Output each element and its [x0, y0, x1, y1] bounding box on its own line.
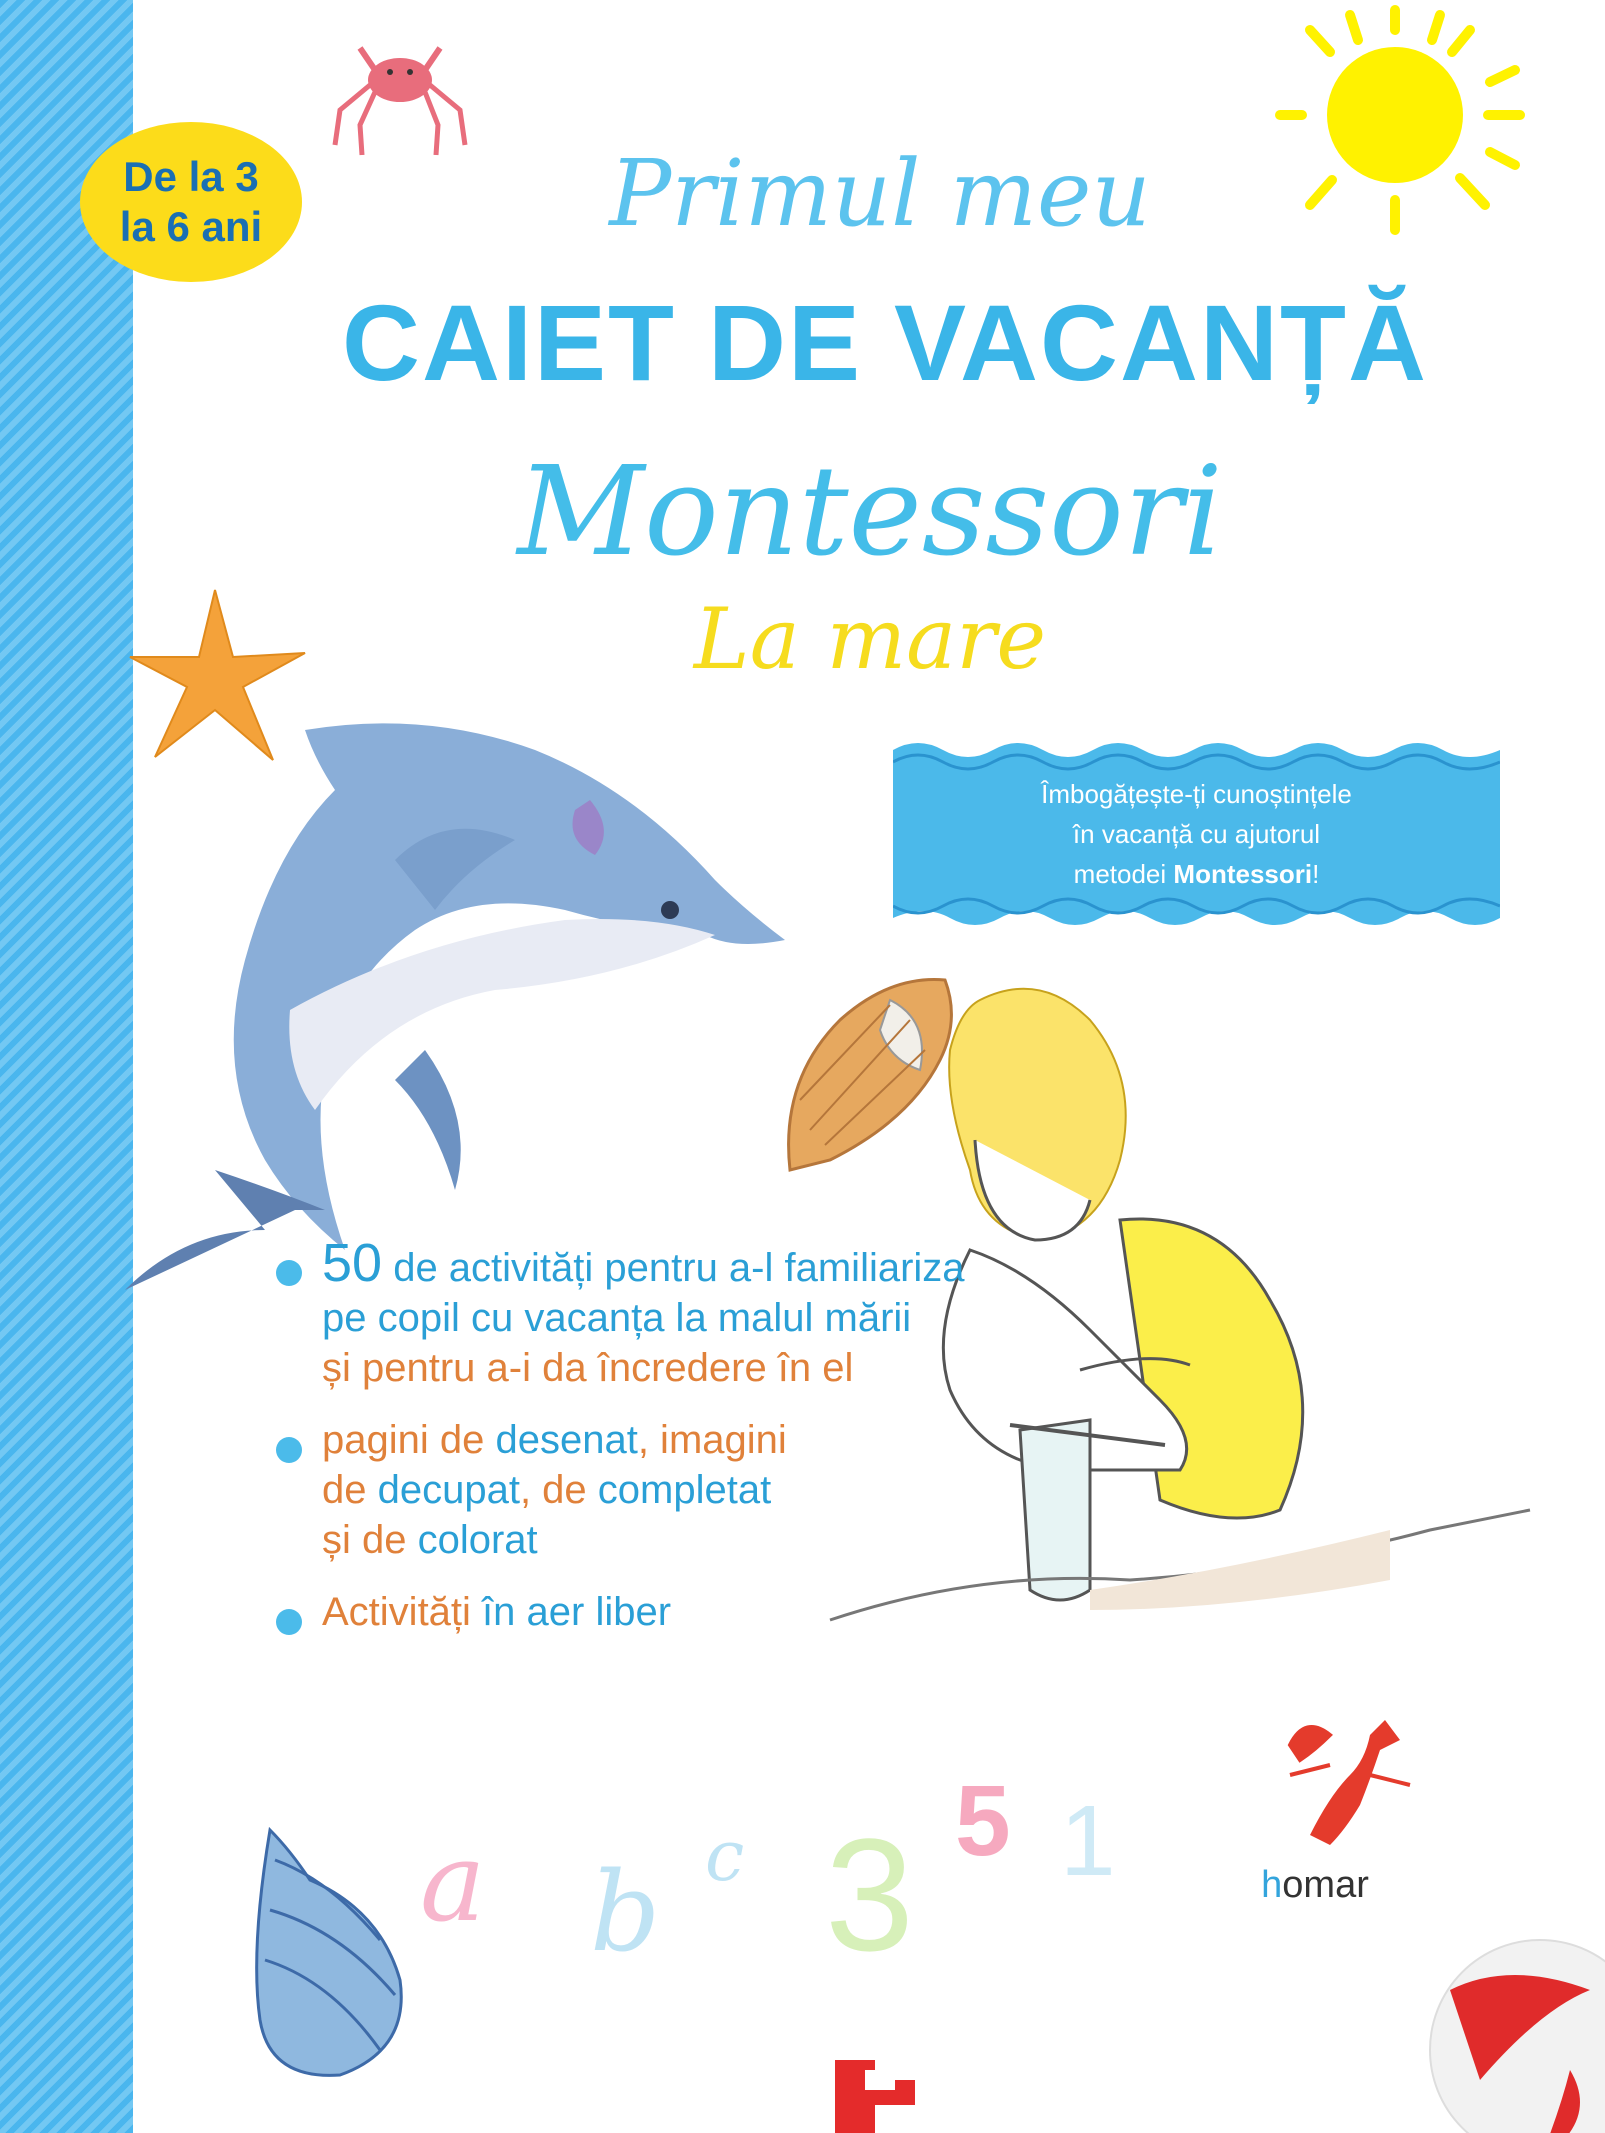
feature2-line3 — [322, 1515, 1170, 1565]
feature2-h: și de — [322, 1518, 418, 1562]
info-line3 — [893, 854, 1500, 894]
info-line3-bold: Montessori — [1173, 859, 1313, 889]
title-brand-line: Montessori — [517, 440, 1223, 584]
feature2-c: , imagini — [637, 1418, 787, 1462]
info-box-text — [893, 774, 1500, 894]
beach-ball-illustration — [1420, 1930, 1605, 2133]
letters-numbers-row — [420, 1760, 1140, 1984]
dolphin-illustration — [95, 690, 795, 1310]
feature2-e: decupat — [377, 1468, 520, 1512]
page-title: CAIET DE VACANȚĂ — [341, 282, 1428, 403]
title-script-line: Primul meu — [609, 140, 1151, 247]
letter-c: c — [705, 1815, 745, 1897]
feature-list — [270, 1233, 1170, 1659]
feature-item-outdoor — [270, 1587, 1170, 1637]
age-badge-line2: la 6 ani — [119, 203, 263, 250]
lobster-illustration — [1270, 1705, 1420, 1855]
feature2-line1 — [322, 1415, 1170, 1465]
feature2-i: colorat — [417, 1518, 538, 1562]
publisher-logo — [825, 2060, 925, 2133]
info-line1: Îmbogățește-ți cunoștințele — [1041, 779, 1352, 809]
spiral-shell-illustration — [230, 1820, 430, 2090]
letter-a: a — [420, 1818, 486, 1946]
feature2-line2 — [322, 1465, 1170, 1515]
feature2-a: pagini de — [322, 1418, 496, 1462]
bullet-icon — [276, 1609, 302, 1635]
feature3-b: în aer liber — [482, 1590, 672, 1634]
sun-illustration — [1240, 0, 1540, 260]
feature3-a: Activități — [322, 1590, 483, 1634]
age-badge — [80, 122, 302, 282]
feature2-g: completat — [597, 1468, 772, 1512]
info-line2: în vacanță cu ajutorul — [1072, 819, 1321, 849]
number-3: 3 — [825, 1805, 914, 1984]
number-1: 1 — [1060, 1785, 1116, 1897]
lobster-label — [1240, 1864, 1390, 1907]
info-line3-suffix: ! — [1312, 859, 1320, 889]
lobster-label-rest: omar — [1282, 1864, 1369, 1906]
bullet-icon — [276, 1260, 302, 1286]
feature2-d: de — [322, 1468, 378, 1512]
feature1-line3: și pentru a-i da încredere în el — [322, 1346, 854, 1390]
feature2-f: , de — [519, 1468, 598, 1512]
age-badge-line1: De la 3 — [123, 153, 259, 200]
bullet-icon — [276, 1437, 302, 1463]
feature-item-activities — [270, 1233, 1170, 1393]
feature1-count: 50 — [322, 1233, 383, 1293]
lobster-label-first: h — [1261, 1864, 1283, 1906]
feature-item-pages — [270, 1415, 1170, 1565]
crab-illustration — [320, 40, 480, 170]
title-sub-line: La mare — [693, 590, 1047, 688]
info-line3-prefix: metodei — [1073, 859, 1174, 889]
feature2-b: desenat — [495, 1418, 638, 1462]
feature1-text1: de activități pentru a-l familiariza — [382, 1246, 965, 1290]
feature1-line2: pe copil cu vacanța la malul mării — [322, 1296, 912, 1340]
letter-b: b — [590, 1848, 661, 1976]
number-5: 5 — [955, 1765, 1011, 1877]
feature3-line1 — [322, 1587, 1170, 1637]
feature1-line1 — [322, 1233, 1170, 1293]
